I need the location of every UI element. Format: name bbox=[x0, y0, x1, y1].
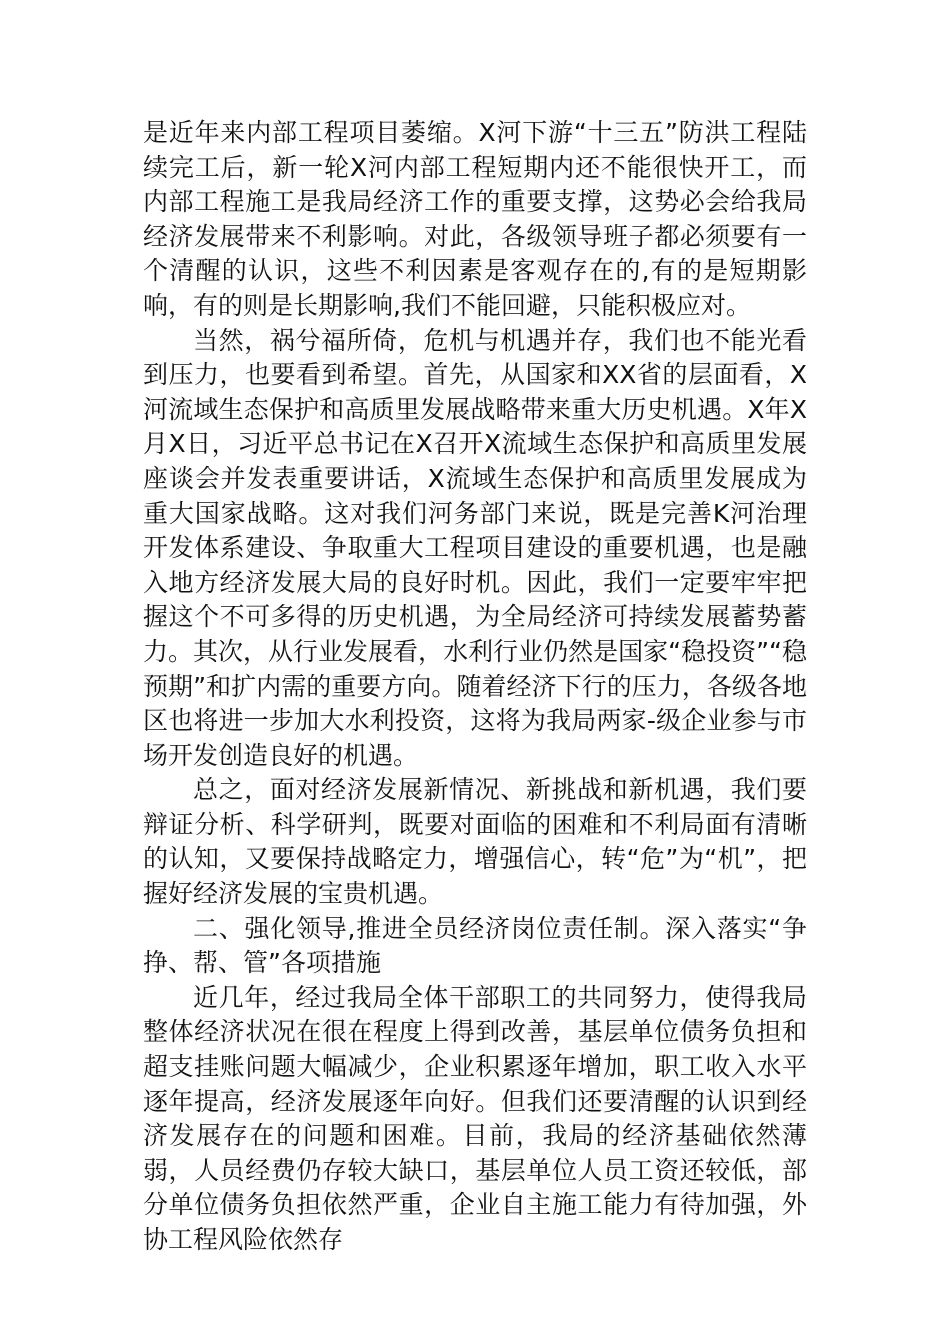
paragraph-4: 近几年，经过我局全体干部职工的共同努力，使得我局整体经济状况在很在程度上得到改善，基层单位债务负担和超支挂账问题大幅减少，企业积累逐年增加，职工收入水平逐年提高，经济发展逐年向好。但我们还要清醒的认识到经济发展存在的问题和困难。目前，我局的经济基础依然薄弱，人员经费仍存较大缺口，基层单位人员工资还较低，部分单位债务负担依然严重，企业自主施工能力有待加强，外协工程风险依然存 bbox=[143, 982, 807, 1254]
paragraph-3: 总之，面对经济发展新情况、新挑战和新机遇，我们要辩证分析、科学研判，既要对面临的困难和不利局面有清晰的认知，又要保持战略定力，增强信心，转“危”为“机”，把握好经济发展的宝贵机遇。 bbox=[143, 775, 807, 909]
paragraph-1: 是近年来内部工程项目萎缩。X河下游“十三五”防洪工程陆续完工后，新一轮X河内部工程短期内还不能很快开工，而内部工程施工是我局经济工作的重要支撑，这势必会给我局经济发展带来不利影响。对此，各级领导班子都必须要有一个清醒的认识，这些不利因素是客观存在的,有的是短期影响，有的则是长期影响,我们不能回避，只能积极应对。 bbox=[143, 118, 807, 320]
document-body bbox=[143, 116, 807, 1258]
section-heading: 二、强化领导,推进全员经济岗位责任制。深入落实“争挣、帮、管”各项措施 bbox=[143, 913, 807, 978]
paragraph-2: 当然，祸兮福所倚，危机与机遇并存，我们也不能光看到压力，也要看到希望。首先，从国家和XX省的层面看，X河流域生态保护和高质里发展战略带来重大历史机遇。X年X月X日，习近平总书记在X召开X流域生态保护和高质里发展座谈会并发表重要讲话，X流域生态保护和高质里发展成为重大国家战略。这对我们河务部门来说，既是完善K河治理开发体系建设、争取重大工程项目建设的重要机遇，也是融入地方经济发展大局的良好时机。因此，我们一定要牢牢把握这个不可多得的历史机遇，为全局经济可持续发展蓄势蓄力。其次，从行业发展看，水利行业仍然是国家“稳投资”“稳预期”和扩内需的重要方向。随着经济下行的压力，各级各地区也将进一步加大水利投资，这将为我局两家-级企业参与市场开发创造良好的机遇。 bbox=[143, 325, 807, 770]
